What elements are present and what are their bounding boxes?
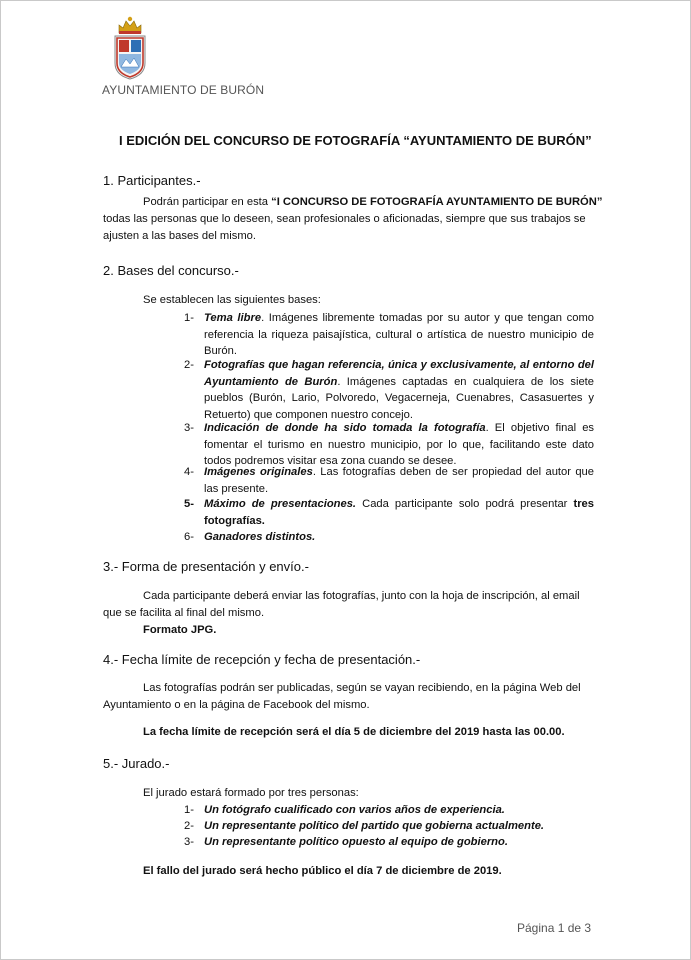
list-item: 1- Un fotógrafo cualificado con varios años de experiencia. [184, 804, 505, 816]
paragraph-line: Ayuntamiento o en la página de Facebook del mismo. [103, 699, 370, 711]
section-heading: 5.- Jurado.- [103, 756, 170, 771]
section-heading: 3.- Forma de presentación y envío.- [103, 559, 309, 574]
coat-of-arms-icon [111, 13, 149, 81]
list-item: 3- Indicación de donde ha sido tomada la fotografía. El objetivo final es fomentar el turismo en nuestro municipio, por lo que, facilitando este dato todos podremos visitar esa zona cuando se desee. [184, 422, 595, 467]
ruling-note: El fallo del jurado será hecho público el día 7 de diciembre de 2019. [143, 865, 502, 877]
section-heading: 1. Participantes.- [103, 173, 201, 188]
deadline-note: La fecha límite de recepción será el día 5 de diciembre del 2019 hasta las 00.00. [143, 726, 565, 738]
list-item: 1- Tema libre. Imágenes libremente tomadas por su autor y que tengan como referencia la riqueza paisajística, cultural o artística de nuestro municipio de Burón. [184, 312, 594, 357]
paragraph-line: Las fotografías podrán ser publicadas, según se vayan recibiendo, en la página Web del [143, 682, 581, 694]
paragraph-line: ajusten a las bases del mismo. [103, 230, 256, 242]
list-item: 2- Fotografías que hagan referencia, única y exclusivamente, al entorno del Ayuntamiento de Burón. Imágenes captadas en cualquiera de los siete pueblos (Burón, Lario, Polvoredo, Vegacerneja, Cuenabres, Casasuertes y Retuerto) que componen nuestro concejo. [184, 359, 594, 421]
list-item: 4- Imágenes originales. Las fotografías deben de ser propiedad del autor que las presente. [184, 466, 595, 495]
page-number: Página 1 de 3 [517, 921, 592, 935]
paragraph-line: Podrán participar en esta “I CONCURSO DE FOTOGRAFÍA AYUNTAMIENTO DE BURÓN” [143, 196, 603, 208]
list-item: 3- Un representante político opuesto al equipo de gobierno. [184, 836, 508, 848]
list-item: 6- Ganadores distintos. [184, 531, 316, 543]
list-item: 5- Máximo de presentaciones. Cada participante solo podrá presentar tres fotografías. [184, 498, 594, 527]
section-heading: 2. Bases del concurso.- [103, 263, 239, 278]
section-heading: 4.- Fecha límite de recepción y fecha de presentación.- [103, 652, 421, 667]
document-title: I EDICIÓN DEL CONCURSO DE FOTOGRAFÍA “AYUNTAMIENTO DE BURÓN” [119, 133, 592, 148]
list-intro: El jurado estará formado por tres personas: [143, 787, 359, 799]
format-note: Formato JPG. [143, 624, 217, 636]
organization-name: AYUNTAMIENTO DE BURÓN [102, 83, 265, 97]
list-intro: Se establecen las siguientes bases: [143, 294, 321, 306]
paragraph-line: Cada participante deberá enviar las fotografías, junto con la hoja de inscripción, al email [143, 590, 580, 602]
paragraph-line: todas las personas que lo deseen, sean profesionales o aficionadas, siempre que sus trabajos se [103, 213, 586, 225]
list-item: 2- Un representante político del partido que gobierna actualmente. [184, 820, 545, 832]
paragraph-line: que se facilita al final del mismo. [103, 607, 265, 619]
